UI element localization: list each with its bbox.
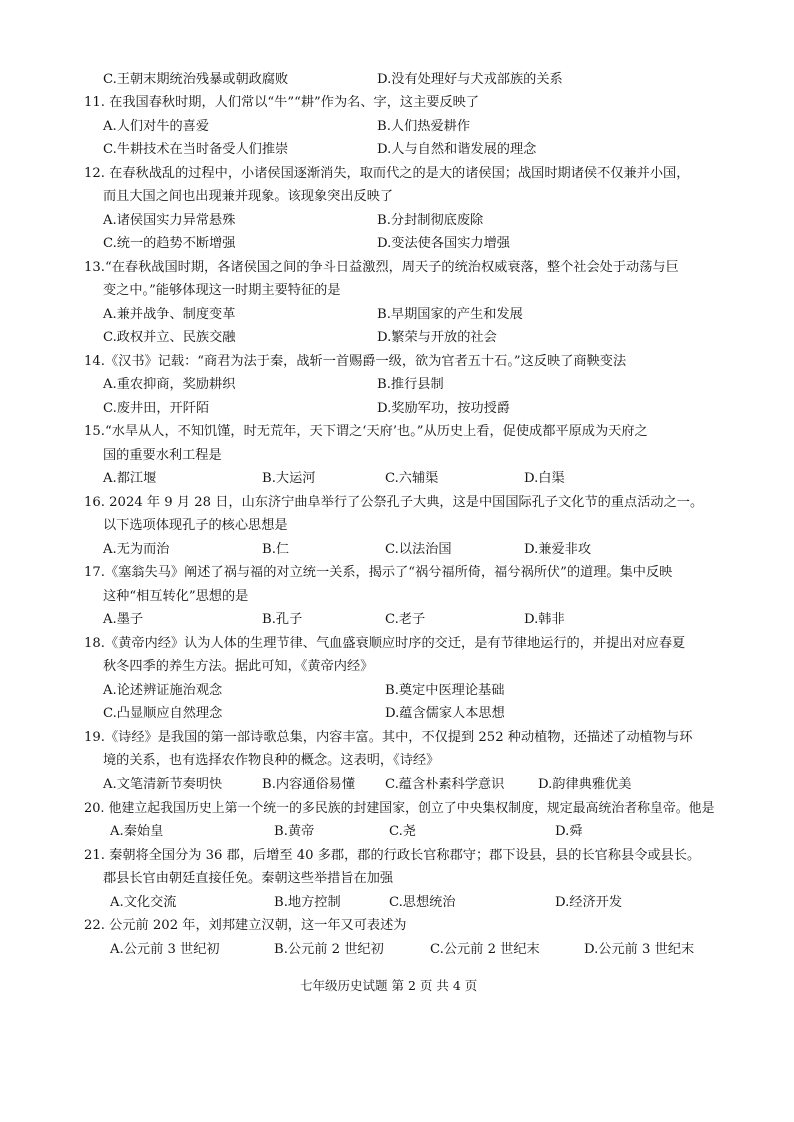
question-19-option-d: D.韵律典雅优美 xyxy=(538,777,632,792)
question-18-stem-line-2: 秋冬四季的养生方法。据此可知，《黄帝内经》 xyxy=(103,659,374,674)
question-15-stem-line-1: 15.“水旱从人，不知饥馑，时无荒年，天下谓之‘天府’也。”从历史上看，促使成都平原成为天府之 xyxy=(84,424,648,439)
question-12-option-c: C.统一的趋势不断增强 xyxy=(103,236,236,251)
question-14-option-b: B.推行县制 xyxy=(377,377,444,392)
question-22-stem: 22. 公元前 202 年，刘邦建立汉朝，这一年又可表述为 xyxy=(84,918,407,933)
question-22-option-a: A.公元前 3 世纪初 xyxy=(110,942,220,957)
question-13-stem-line-2: 变之中。”能够体现这一时期主要特征的是 xyxy=(103,283,341,298)
question-12-stem-line-2: 而且大国之间也出现兼并现象。该现象突出反映了 xyxy=(103,189,394,204)
question-16-stem-line-1: 16. 2024 年 9 月 28 日，山东济宁曲阜举行了公祭孔子大典，这是中国国际孔子文化节的重点活动之一。 xyxy=(84,495,704,510)
question-17-option-c: C.老子 xyxy=(385,612,426,627)
question-15-option-a: A.都江堰 xyxy=(103,471,157,486)
question-15-stem-line-2: 国的重要水利工程是 xyxy=(103,448,222,463)
prev-option-c: C.王朝末期统治残暴或朝政腐败 xyxy=(103,72,289,87)
question-12-option-b: B.分封制彻底废除 xyxy=(377,213,484,228)
question-15-option-c: C.六辅渠 xyxy=(385,471,439,486)
question-16-option-d: D.兼爱非攻 xyxy=(524,542,592,557)
question-21-option-c: C.思想统治 xyxy=(389,895,456,910)
question-17-option-a: A.墨子 xyxy=(103,612,144,627)
question-21-stem-line-2: 郡县长官由朝廷直接任免。秦朝这些举措旨在加强 xyxy=(103,871,394,886)
question-11-stem: 11. 在我国春秋时期，人们常以“牛”“耕”作为名、字，这主要反映了 xyxy=(84,95,480,110)
question-20-option-d: D.舜 xyxy=(555,824,583,839)
question-11-option-a: A.人们对牛的喜爱 xyxy=(103,119,210,134)
question-21-option-d: D.经济开发 xyxy=(555,895,623,910)
question-21-option-b: B.地方控制 xyxy=(274,895,341,910)
question-13-stem-line-1: 13.“在春秋战国时期，各诸侯国之间的争斗日益激烈，周天子的统治权威衰落，整个社会处于动荡与巨 xyxy=(84,260,679,275)
question-12-option-d: D.变法使各国实力增强 xyxy=(377,236,510,251)
question-20-option-a: A.秦始皇 xyxy=(110,824,164,839)
question-17-stem-line-2: 这种“相互转化”思想的是 xyxy=(103,589,249,604)
question-20-option-b: B.黄帝 xyxy=(274,824,315,839)
question-18-option-a: A.论述辨证施治观念 xyxy=(103,683,223,698)
question-14-option-a: A.重农抑商，奖励耕织 xyxy=(103,377,236,392)
question-11-option-c: C.牛耕技术在当时备受人们推崇 xyxy=(103,142,289,157)
question-17-stem-line-1: 17.《塞翁失马》阐述了祸与福的对立统一关系，揭示了“祸兮福所倚，福兮祸所伏”的道理。集中反映 xyxy=(84,565,673,580)
question-16-option-b: B.仁 xyxy=(262,542,290,557)
question-21-option-a: A.文化交流 xyxy=(110,895,177,910)
question-12-stem-line-1: 12. 在春秋战乱的过程中，小诸侯国逐渐消失，取而代之的是大的诸侯国；战国时期诸侯不仅兼并小国， xyxy=(84,166,690,181)
question-13-option-b: B.早期国家的产生和发展 xyxy=(377,307,523,322)
question-17-option-d: D.韩非 xyxy=(524,612,565,627)
question-15-option-b: B.大运河 xyxy=(262,471,316,486)
question-11-option-b: B.人们热爱耕作 xyxy=(377,119,471,134)
question-22-option-b: B.公元前 2 世纪初 xyxy=(274,942,384,957)
question-16-option-a: A.无为而治 xyxy=(103,542,170,557)
question-18-option-c: C.凸显顺应自然理念 xyxy=(103,706,223,721)
question-16-option-c: C.以法治国 xyxy=(385,542,452,557)
question-19-option-b: B.内容通俗易懂 xyxy=(262,777,356,792)
question-17-option-b: B.孔子 xyxy=(262,612,303,627)
question-14-option-c: C.废井田，开阡陌 xyxy=(103,401,210,416)
prev-option-d: D.没有处理好与犬戎部族的关系 xyxy=(377,72,563,87)
question-14-option-d: D.奖励军功，按功授爵 xyxy=(377,401,510,416)
question-16-stem-line-2: 以下选项体现孔子的核心思想是 xyxy=(103,518,288,533)
question-15-option-d: D.白渠 xyxy=(524,471,565,486)
question-13-option-c: C.政权并立、民族交融 xyxy=(103,330,236,345)
question-11-option-d: D.人与自然和谐发展的理念 xyxy=(377,142,537,157)
question-12-option-a: A.诸侯国实力异常悬殊 xyxy=(103,213,236,228)
question-22-option-d: D.公元前 3 世纪末 xyxy=(584,942,695,957)
question-18-option-b: B.奠定中医理论基础 xyxy=(385,683,505,698)
question-22-option-c: C.公元前 2 世纪末 xyxy=(430,942,540,957)
question-20-stem: 20. 他建立起我国历史上第一个统一的多民族的封建国家，创立了中央集权制度，规定最高统治者称皇帝。他是 xyxy=(84,801,715,816)
question-21-stem-line-1: 21. 秦朝将全国分为 36 郡，后增至 40 多郡，郡的行政长官称郡守；郡下设县，县的长官称县令或县长。 xyxy=(84,848,701,863)
question-13-option-d: D.繁荣与开放的社会 xyxy=(377,330,497,345)
question-18-option-d: D.蕴含儒家人本思想 xyxy=(385,706,505,721)
page-footer: 七年级历史试题 第 2 页 共 4 页 xyxy=(300,978,478,993)
question-19-stem-line-2: 境的关系，也有选择农作物良种的概念。这表明，《诗经》 xyxy=(103,753,440,768)
question-13-option-a: A.兼并战争、制度变革 xyxy=(103,307,236,322)
question-14-stem: 14.《汉书》记载：“商君为法于秦，战斩一首赐爵一级，欲为官者五十石。”这反映了商鞅变法 xyxy=(84,354,627,369)
question-18-stem-line-1: 18.《黄帝内经》认为人体的生理节律、气血盛衰顺应时序的交迁，是有节律地运行的，并提出对应春夏 xyxy=(84,636,686,651)
question-19-option-c: C.蕴含朴素科学意识 xyxy=(385,777,505,792)
question-19-stem-line-1: 19.《诗经》是我国的第一部诗歌总集，内容丰富。其中，不仅提到 252 种动植物，还描述了动植物与环 xyxy=(84,730,693,745)
question-19-option-a: A.文笔清新节奏明快 xyxy=(103,777,223,792)
question-20-option-c: C.尧 xyxy=(389,824,416,839)
